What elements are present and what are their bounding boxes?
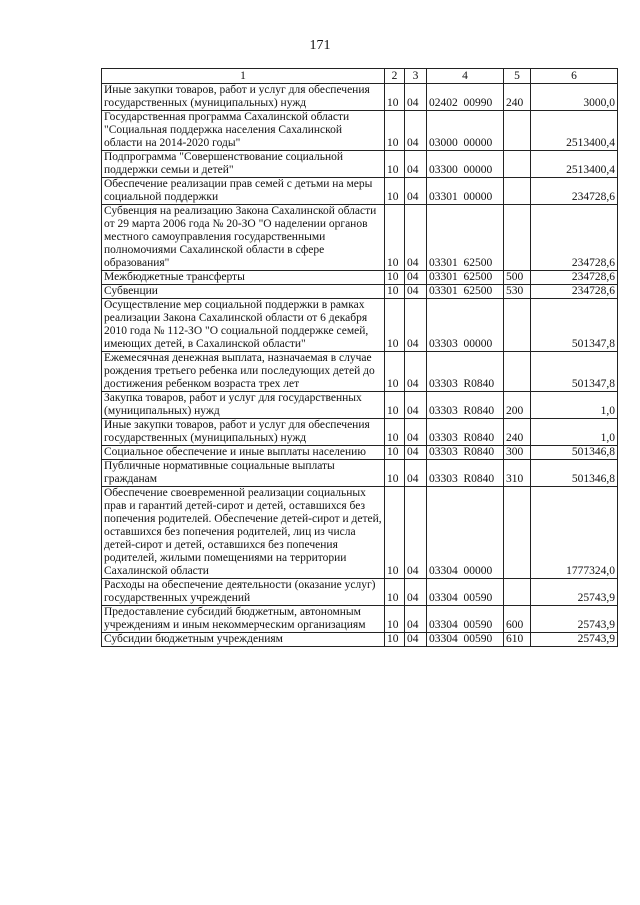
- row-target-code: 03301 62500: [427, 285, 504, 299]
- row-name: Осуществление мер социальной поддержки в рамках реализации Закона Сахалинской области от 6 декабря 2010 года № 112-ЗО "О социальной поддержке семей, имеющих детей, в Сахалинской области": [102, 299, 385, 352]
- row-target-code: 03304 00000: [427, 487, 504, 579]
- row-expense-type: [504, 178, 531, 205]
- row-subsection: 04: [405, 352, 427, 392]
- row-target-code: 03303 R0840: [427, 392, 504, 419]
- row-target-code: 03303 00000: [427, 299, 504, 352]
- row-name: Подпрограмма "Совершенствование социальной поддержки семьи и детей": [102, 151, 385, 178]
- row-subsection: 04: [405, 633, 427, 647]
- header-row: [102, 69, 618, 84]
- row-expense-type: [504, 205, 531, 271]
- row-target-code: 03304 00590: [427, 579, 504, 606]
- table-row: [102, 392, 618, 419]
- row-amount: 234728,6: [531, 178, 618, 205]
- row-subsection: 04: [405, 460, 427, 487]
- row-amount: 501346,8: [531, 446, 618, 460]
- row-expense-type: 300: [504, 446, 531, 460]
- table-row: [102, 271, 618, 285]
- row-name: Публичные нормативные социальные выплаты гражданам: [102, 460, 385, 487]
- table-row: [102, 352, 618, 392]
- row-target-code: 02402 00990: [427, 84, 504, 111]
- row-expense-type: [504, 111, 531, 151]
- row-expense-type: 240: [504, 84, 531, 111]
- row-subsection: 04: [405, 111, 427, 151]
- row-section: 10: [385, 352, 405, 392]
- row-amount: 1777324,0: [531, 487, 618, 579]
- row-name: Иные закупки товаров, работ и услуг для обеспечения государственных (муниципальных) нужд: [102, 419, 385, 446]
- row-target-code: 03301 62500: [427, 271, 504, 285]
- row-target-code: 03303 R0840: [427, 460, 504, 487]
- table-row: [102, 205, 618, 271]
- row-name: Ежемесячная денежная выплата, назначаемая в случае рождения третьего ребенка или последующих детей до достижения ребенком возраста трех лет: [102, 352, 385, 392]
- row-section: 10: [385, 178, 405, 205]
- row-section: 10: [385, 392, 405, 419]
- row-subsection: 04: [405, 299, 427, 352]
- row-expense-type: [504, 579, 531, 606]
- row-amount: 501347,8: [531, 352, 618, 392]
- row-amount: 25743,9: [531, 579, 618, 606]
- table-row: [102, 460, 618, 487]
- row-expense-type: 310: [504, 460, 531, 487]
- row-expense-type: [504, 352, 531, 392]
- row-subsection: 04: [405, 178, 427, 205]
- header-cell: 6: [531, 69, 618, 84]
- row-subsection: 04: [405, 285, 427, 299]
- row-name: Субсидии бюджетным учреждениям: [102, 633, 385, 647]
- row-name: Иные закупки товаров, работ и услуг для обеспечения государственных (муниципальных) нужд: [102, 84, 385, 111]
- row-amount: 2513400,4: [531, 111, 618, 151]
- row-amount: 234728,6: [531, 205, 618, 271]
- row-target-code: 03000 00000: [427, 111, 504, 151]
- row-amount: 501347,8: [531, 299, 618, 352]
- table-row: [102, 178, 618, 205]
- header-cell: 4: [427, 69, 504, 84]
- row-expense-type: 530: [504, 285, 531, 299]
- table-row: [102, 419, 618, 446]
- row-target-code: 03301 00000: [427, 178, 504, 205]
- row-target-code: 03303 R0840: [427, 419, 504, 446]
- row-expense-type: 600: [504, 606, 531, 633]
- row-subsection: 04: [405, 392, 427, 419]
- row-name: Расходы на обеспечение деятельности (оказание услуг) государственных учреждений: [102, 579, 385, 606]
- row-amount: 1,0: [531, 392, 618, 419]
- row-subsection: 04: [405, 606, 427, 633]
- row-subsection: 04: [405, 419, 427, 446]
- row-section: 10: [385, 205, 405, 271]
- row-subsection: 04: [405, 205, 427, 271]
- header-cell: 1: [102, 69, 385, 84]
- row-amount: 501346,8: [531, 460, 618, 487]
- table-row: [102, 487, 618, 579]
- row-expense-type: 200: [504, 392, 531, 419]
- row-expense-type: 500: [504, 271, 531, 285]
- row-subsection: 04: [405, 487, 427, 579]
- row-expense-type: [504, 299, 531, 352]
- row-name: Обеспечение своевременной реализации социальных прав и гарантий детей-сирот и детей, оставшихся без попечения родителей. Обеспечение детей-сирот и детей, оставшихся без попечения родителей, лиц из числа детей-сирот и детей, оставшихся без попечения родителей, жилыми помещениями на территории Сахалинской области: [102, 487, 385, 579]
- row-name: Закупка товаров, работ и услуг для государственных (муниципальных) нужд: [102, 392, 385, 419]
- row-expense-type: [504, 487, 531, 579]
- row-target-code: 03304 00590: [427, 633, 504, 647]
- row-amount: 234728,6: [531, 271, 618, 285]
- row-section: 10: [385, 84, 405, 111]
- row-name: Обеспечение реализации прав семей с детьми на меры социальной поддержки: [102, 178, 385, 205]
- row-section: 10: [385, 633, 405, 647]
- row-amount: 25743,9: [531, 633, 618, 647]
- row-target-code: 03300 00000: [427, 151, 504, 178]
- row-subsection: 04: [405, 151, 427, 178]
- row-subsection: 04: [405, 579, 427, 606]
- row-amount: 1,0: [531, 419, 618, 446]
- table-row: [102, 84, 618, 111]
- row-amount: 25743,9: [531, 606, 618, 633]
- row-section: 10: [385, 299, 405, 352]
- row-section: 10: [385, 285, 405, 299]
- row-section: 10: [385, 487, 405, 579]
- row-name: Межбюджетные трансферты: [102, 271, 385, 285]
- row-section: 10: [385, 460, 405, 487]
- header-cell: 5: [504, 69, 531, 84]
- row-section: 10: [385, 111, 405, 151]
- row-section: 10: [385, 271, 405, 285]
- row-target-code: 03303 R0840: [427, 352, 504, 392]
- row-name: Субвенция на реализацию Закона Сахалинской области от 29 марта 2006 года № 20-ЗО "О наделении органов местного самоуправления государственными полномочиями Сахалинской области в сфере образования": [102, 205, 385, 271]
- row-name: Социальное обеспечение и иные выплаты населению: [102, 446, 385, 460]
- row-section: 10: [385, 579, 405, 606]
- row-section: 10: [385, 151, 405, 178]
- row-target-code: 03304 00590: [427, 606, 504, 633]
- row-amount: 234728,6: [531, 285, 618, 299]
- row-amount: 3000,0: [531, 84, 618, 111]
- row-expense-type: 610: [504, 633, 531, 647]
- table-row: [102, 579, 618, 606]
- row-subsection: 04: [405, 446, 427, 460]
- row-target-code: 03301 62500: [427, 205, 504, 271]
- budget-table: [101, 68, 618, 647]
- table-row: [102, 633, 618, 647]
- table-row: [102, 111, 618, 151]
- header-cell: 3: [405, 69, 427, 84]
- row-target-code: 03303 R0840: [427, 446, 504, 460]
- table-row: [102, 446, 618, 460]
- row-subsection: 04: [405, 84, 427, 111]
- row-name: Предоставление субсидий бюджетным, автономным учреждениям и иным некоммерческим организациям: [102, 606, 385, 633]
- row-name: Субвенции: [102, 285, 385, 299]
- row-amount: 2513400,4: [531, 151, 618, 178]
- table-row: [102, 151, 618, 178]
- table-row: [102, 606, 618, 633]
- row-subsection: 04: [405, 271, 427, 285]
- row-expense-type: 240: [504, 419, 531, 446]
- row-section: 10: [385, 419, 405, 446]
- table-row: [102, 285, 618, 299]
- header-cell: 2: [385, 69, 405, 84]
- page-number: 171: [309, 38, 331, 53]
- row-expense-type: [504, 151, 531, 178]
- row-name: Государственная программа Сахалинской области "Социальная поддержка населения Сахалинской области на 2014-2020 годы": [102, 111, 385, 151]
- row-section: 10: [385, 446, 405, 460]
- table-row: [102, 299, 618, 352]
- row-section: 10: [385, 606, 405, 633]
